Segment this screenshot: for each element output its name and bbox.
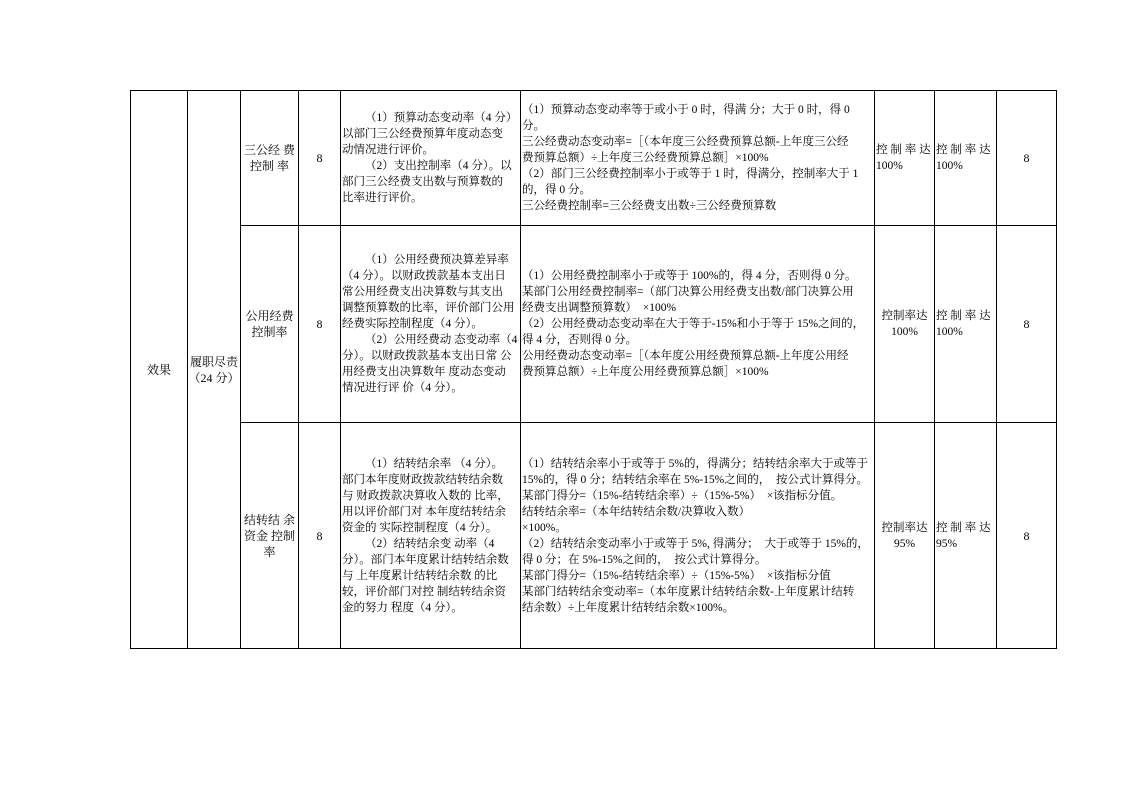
target-cell — [875, 423, 935, 649]
description-cell — [341, 226, 521, 423]
actual-line: 控 制 率 达 — [936, 521, 991, 534]
description-line: 经费实际控制程度（4 分）。 — [342, 318, 483, 330]
actual-cell — [935, 91, 997, 226]
target-line: 控制率达 — [881, 521, 928, 534]
criteria-line: 分。 — [522, 120, 545, 132]
description-line: （2）结转结余变 动率（4 — [365, 537, 495, 550]
criteria-line: 经费支出调整预算数） ×100% — [522, 302, 677, 314]
description-line: 金的努力 程度（4 分）。 — [342, 601, 463, 614]
criteria-line: 结转结余率=（本年结转结余数/决算收入数） — [522, 505, 751, 518]
description-line: 分）。以财政拨款基本支出日常 公 — [342, 350, 512, 362]
indicator-line: 率 — [263, 544, 276, 559]
target-cell — [875, 226, 935, 423]
description-line: 动情况进行评价。 — [342, 144, 434, 156]
category-cell — [188, 91, 241, 649]
criteria-line: 得 0 分；在 5%-15%之间的， 按公式计算得分。 — [522, 553, 767, 566]
description-line: 部门三公经费支出数与预算数的 — [342, 176, 503, 188]
target-line: 100% — [876, 160, 903, 172]
target-line: 100% — [891, 326, 918, 338]
description-line: 较，评价部门对控 制结转结余资 — [342, 585, 506, 598]
criteria-cell — [521, 91, 875, 226]
description-line: 以部门三公经费预算年度动态变 — [342, 128, 503, 140]
target-line: 控 制 率 达 — [876, 144, 931, 156]
indicator-cell — [241, 91, 299, 226]
description-line: （2）公用经费动 态变动率（4 — [365, 334, 518, 346]
criteria-line: 某部门公用经费控制率=（部门决算公用经费支出数/部门决算公用 — [522, 286, 854, 298]
criteria-line: 某部门得分=（15%-结转结余率）÷（15%-5%） ×该指标分值。 — [522, 489, 843, 502]
criteria-line: ×100%。 — [522, 521, 567, 534]
description-line: 调整预算数的比率，评价部门公用 — [342, 302, 515, 314]
description-line: 用以评价部门对 本年度结转结余 — [342, 505, 506, 518]
weight-value: 8 — [316, 317, 323, 331]
score-cell — [997, 226, 1057, 423]
description-line: （2）支出控制率（4 分）。以 — [365, 160, 512, 172]
criteria-line: （1）公用经费控制率小于或等于 100%的，得 4 分，否则得 0 分。 — [522, 270, 857, 282]
description-cell — [341, 91, 521, 226]
indicator-line: 控制 率 — [249, 159, 289, 173]
criteria-line: 15%的，得 0 分；结转结余率在 5%-15%之间的， 按公式计算得分。 — [522, 473, 868, 486]
category-label: 履职尽责 — [189, 354, 238, 369]
criteria-line: 公用经费动态变动率=［（本年度公用经费预算总额-上年度公用经 — [522, 350, 849, 362]
dimension-cell — [131, 91, 188, 649]
description-line: 与 财政拨款决算收入数的 比率， — [342, 489, 509, 502]
description-line: 分）。部门本年度累计结转结余数 — [342, 553, 509, 566]
criteria-cell — [521, 226, 875, 423]
indicator-line: 三公经 费 — [243, 143, 295, 157]
criteria-line: （1）预算动态变动率等于或小于 0 时，得满 分；大于 0 时，得 0 — [522, 104, 850, 116]
criteria-line: （2）公用经费动态变动率在大于等于-15%和小于等于 15%之间的， — [522, 318, 865, 330]
dimension-label: 效果 — [146, 362, 171, 377]
description-line: （1）结转结余率 （4 分）。 — [365, 457, 503, 470]
description-line: （4 分）。以财政拨款基本支出日 — [342, 270, 506, 282]
criteria-line: 三公经费控制率=三公经费支出数÷三公经费预算数 — [522, 200, 777, 212]
criteria-line: 某部门得分=（15%-结转结余率）÷（15%-5%） ×该指标分值 — [522, 569, 831, 582]
actual-cell — [935, 423, 997, 649]
description-line: 比率进行评价。 — [342, 192, 423, 204]
actual-line: 100% — [936, 160, 963, 172]
description-line: 部门本年度财政拨款结转结余数 — [342, 473, 503, 486]
criteria-cell — [521, 423, 875, 649]
actual-line: 95% — [936, 537, 958, 550]
weight-value: 8 — [316, 528, 323, 543]
description-cell — [341, 423, 521, 649]
description-line: 常公用经费支出决算数与其支出 — [342, 286, 503, 298]
description-line: 用经费支出决算数年 度动态变动 — [342, 366, 506, 378]
criteria-line: 结余数）÷上年度累计结转结余数×100%。 — [522, 601, 735, 614]
score-cell — [997, 91, 1057, 226]
indicator-cell — [241, 226, 299, 423]
performance-evaluation-table — [130, 90, 1057, 649]
target-cell — [875, 91, 935, 226]
actual-line: 100% — [936, 326, 963, 338]
weight-cell — [299, 91, 341, 226]
description-line: （1）预算动态变动率（4 分） — [365, 112, 518, 124]
description-line: 情况进行评 价（4 分）。 — [342, 382, 463, 394]
indicator-line: 结转结 余 — [243, 512, 295, 527]
indicator-line: 公用经费 — [245, 309, 294, 323]
weight-cell — [299, 226, 341, 423]
criteria-line: 费预算总额）÷上年度公用经费预算总额］×100% — [522, 366, 769, 378]
description-line: 资金的 实际控制程度（4 分）。 — [342, 521, 498, 534]
actual-cell — [935, 226, 997, 423]
weight-value: 8 — [316, 151, 323, 165]
score-value: 8 — [1023, 151, 1030, 165]
criteria-line: （1）结转结余率小于或等于 5%的，得满分；结转结余率大于或等于 — [522, 457, 868, 470]
criteria-line: （2）结转结余变动率小于或等于 5%, 得满分； 大于或等于 15%的， — [522, 537, 869, 550]
score-cell — [997, 423, 1057, 649]
criteria-line: 得 4 分，否则得 0 分。 — [522, 334, 637, 346]
score-value: 8 — [1023, 317, 1030, 331]
criteria-line: （2）部门三公经费控制率小于或等于 1 时，得满分，控制率大于 1 — [522, 168, 859, 180]
criteria-line: 某部门结转结余变动率=（本年度累计结转结余数-上年度累计结转 — [522, 585, 855, 598]
description-line: （1）公用经费预决算差异率 — [365, 254, 509, 266]
actual-line: 控 制 率 达 — [936, 144, 991, 156]
indicator-cell — [241, 423, 299, 649]
indicator-line: 控制率 — [251, 325, 288, 339]
description-line: 与 上年度累计结转结余数 的比 — [342, 569, 498, 582]
criteria-line: 三公经费动态变动率=［（本年度三公经费预算总额-上年度三公经 — [522, 136, 849, 148]
criteria-line: 费预算总额）÷上年度三公经费预算总额］×100% — [522, 152, 769, 164]
category-points: （24 分） — [188, 370, 240, 385]
indicator-line: 资金 控制 — [243, 528, 295, 543]
score-value: 8 — [1023, 528, 1030, 543]
weight-cell — [299, 423, 341, 649]
actual-line: 控 制 率 达 — [936, 310, 991, 322]
target-line: 95% — [893, 537, 916, 550]
criteria-line: 的，得 0 分。 — [522, 184, 591, 196]
target-line: 控制率达 — [881, 310, 928, 322]
